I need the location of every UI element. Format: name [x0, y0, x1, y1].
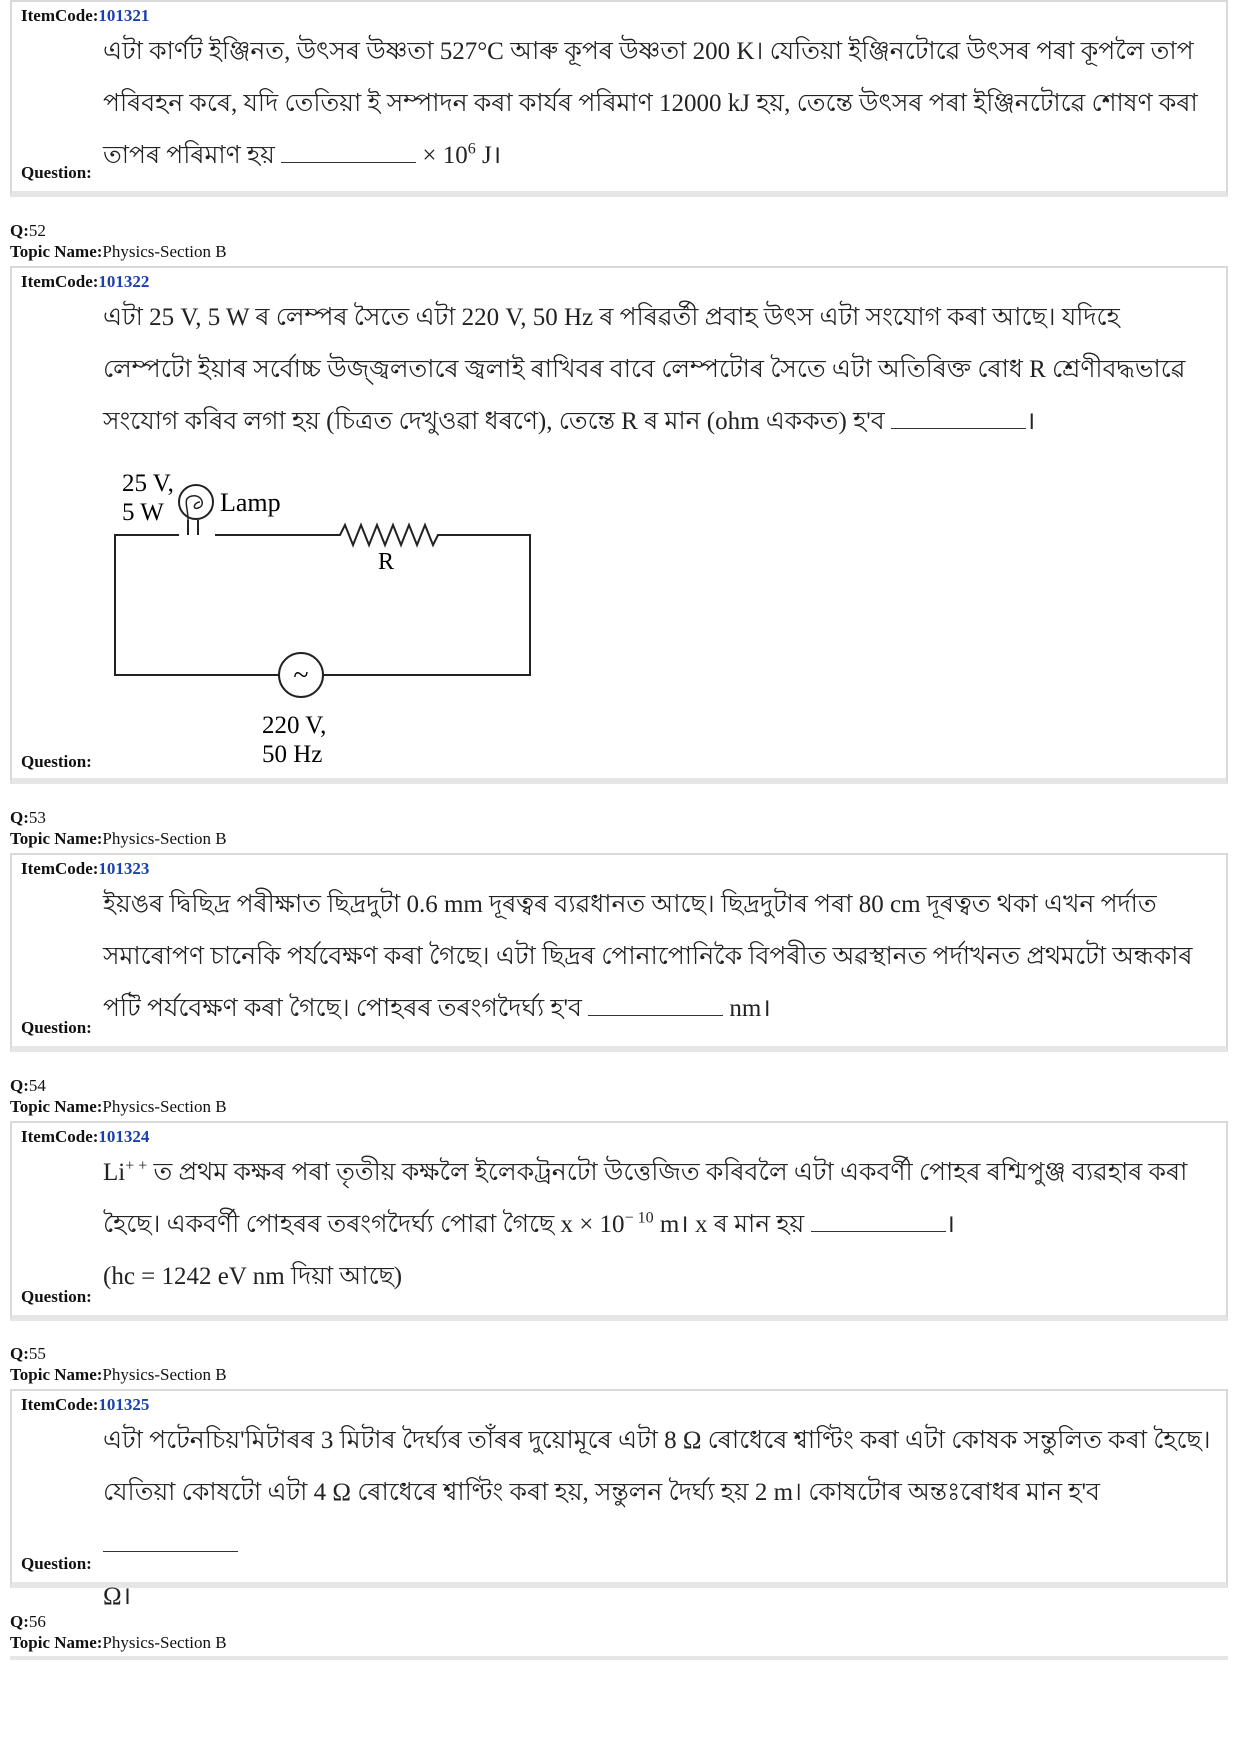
question-label: Question:	[21, 1018, 92, 1037]
itemcode-row: ItemCode:101322	[21, 272, 150, 291]
question-text: Li+ + ত প্ৰথম কক্ষৰ পৰা তৃতীয় কক্ষলৈ ইলেকট্ৰনটো উত্তেজিত কৰিবলৈ এটা একবৰ্ণী পোহৰ ৰশ্মিপুঞ্জ ব্যৱহাৰ কৰা হৈছে। একবৰ্ণী পোহৰৰ তৰংগদৈৰ্ঘ্য পোৱা গৈছে $x \times 10^{- 10}$ m। x ৰ মান হয় । (hc = 1242 eV nm দিয়া আছে)	[103, 1157, 1188, 1290]
question-label: Question:	[21, 752, 92, 771]
question-card-55	[10, 1389, 1228, 1610]
source-rating: 220 V,	[262, 712, 327, 739]
itemcode-row: ItemCode:101324	[21, 1127, 150, 1146]
circuit-wire	[115, 535, 530, 675]
itemcode-row: ItemCode:101325	[21, 1395, 150, 1414]
lamp-rating: 5 W	[122, 499, 164, 526]
question-label: Question:	[21, 1287, 92, 1306]
resistor-label: R	[378, 549, 395, 575]
question-meta-53: Q:53 Topic Name:Physics-Section B	[10, 808, 227, 848]
itemcode-value: 101325	[98, 1395, 150, 1414]
question-meta-54: Q:54 Topic Name:Physics-Section B	[10, 1076, 227, 1116]
source-rating: 50 Hz	[262, 741, 323, 768]
circuit-diagram	[102, 458, 542, 768]
answer-blank	[103, 1533, 238, 1552]
question-card-54	[10, 1121, 1228, 1321]
question-text: এটা পটেনচিয়'মিটাৰৰ 3 মিটাৰ দৈৰ্ঘ্যৰ তাঁৰৰ দুয়োমূৰে এটা 8 Ω ৰোধেৰে শ্বাণ্টিং কৰা এটা কোষক সন্তুলিত কৰা হৈছে। যেতিয়া কোষটো এটা 4 Ω ৰোধেৰে শ্বাণ্টিং কৰা হয়, সন্তুলন দৈৰ্ঘ্য হয় 2 m। কোষটোৰ অন্তঃৰোধৰ মান হ'ব Ω।	[103, 1427, 1211, 1610]
itemcode-value: 101321	[98, 6, 150, 25]
question-text: ইয়ঙৰ দ্বিছিদ্ৰ পৰীক্ষাত ছিদ্ৰদুটা 0.6 mm দূৰত্বৰ ব্যৱধানত আছে। ছিদ্ৰদুটাৰ পৰা 80 cm দূৰত্বত থকা এখন পৰ্দাত সমাৰোপণ চানেকি পৰ্যবেক্ষণ কৰা গৈছে। এটা ছিদ্ৰৰ পোনাপোনিকৈ বিপৰীত অৱস্থানত পৰ্দাখনত প্ৰথমটো অন্ধকাৰ পটি পৰ্যবেক্ষণ কৰা গৈছে। পোহৰৰ তৰংগদৈৰ্ঘ্য হ'ব nm।	[103, 891, 1193, 1022]
itemcode-value: 101322	[98, 272, 150, 291]
question-label: Question:	[21, 1554, 92, 1573]
itemcode-value: 101324	[98, 1127, 150, 1146]
answer-blank	[811, 1213, 946, 1232]
answer-blank	[281, 144, 416, 163]
question-meta-55: Q:55 Topic Name:Physics-Section B	[10, 1344, 227, 1384]
question-label: Question:	[21, 163, 92, 182]
itemcode-value: 101323	[98, 859, 150, 878]
question-text: এটা 25 V, 5 W ৰ লেম্পৰ সৈতে এটা 220 V, 50 Hz ৰ পৰিৱৰ্তী প্ৰবাহ উৎস এটা সংযোগ কৰা আছে। যদিহে লেম্পটো ইয়াৰ সৰ্বোচ্চ উজ্জ্বলতাৰে জ্বলাই ৰাখিবৰ বাবে লেম্পটোৰ সৈতে এটা অতিৰিক্ত ৰোধ R শ্ৰেণীবদ্ধভাৱে সংযোগ কৰিব লগা হয় (চিত্ৰত দেখুওৱা ধৰণে), তেন্তে R ৰ মান (ohm এককত) হ'ব ।	[103, 304, 1186, 435]
question-text: এটা কাৰ্ণট ইঞ্জিনত, উৎসৰ উষ্ণতা 527°C আৰু কূপৰ উষ্ণতা 200 K। যেতিয়া ইঞ্জিনটোৱে উৎসৰ পৰা কূপলৈ তাপ পৰিবহন কৰে, যদি তেতিয়া ই সম্পাদন কৰা কাৰ্যৰ পৰিমাণ 12000 kJ হয়, তেন্তে উৎসৰ পৰা ইঞ্জিনটোৱে শোষণ কৰা তাপৰ পৰিমাণ হয় × $10^6$ J।	[103, 38, 1198, 169]
question-card-53	[10, 853, 1228, 1052]
itemcode-row: ItemCode:101321	[21, 6, 150, 25]
lamp-rating: 25 V,	[122, 470, 174, 497]
question-meta-56: Q:56 Topic Name:Physics-Section B	[10, 1612, 227, 1652]
lamp-icon	[179, 485, 213, 519]
question-card-51	[10, 0, 1228, 197]
lamp-label: Lamp	[220, 488, 281, 517]
card-divider	[10, 1656, 1228, 1660]
answer-blank	[588, 997, 723, 1016]
itemcode-row: ItemCode:101323	[21, 859, 150, 878]
answer-blank	[891, 410, 1026, 429]
question-card-52	[10, 266, 1228, 784]
ac-source-symbol: ~	[293, 660, 309, 691]
question-meta-52: Q:52 Topic Name:Physics-Section B	[10, 221, 227, 261]
